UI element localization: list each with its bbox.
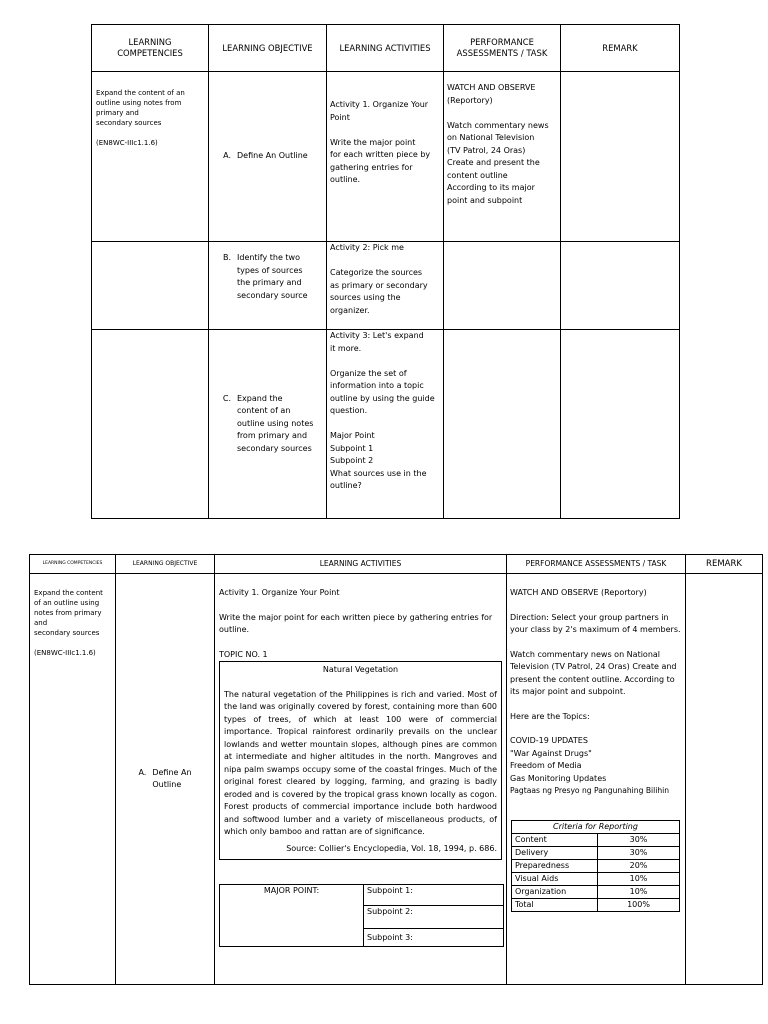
criteria-percent: 100% — [598, 898, 680, 911]
competency-cell — [30, 574, 116, 985]
assessment-cell — [444, 242, 561, 330]
table-row — [512, 898, 680, 911]
criteria-percent: 30% — [598, 833, 680, 846]
topic-label: TOPIC NO. 1 — [219, 649, 268, 659]
objective-text: Identify the two types of sources the primary and secondary source — [237, 253, 308, 300]
table-row — [512, 885, 680, 898]
table-row — [512, 846, 680, 859]
assessment-task: Watch commentary news on National Television (TV Patrol, 24 Oras) Create and present the content outline. According to its major point and subpoint. — [510, 649, 677, 696]
criteria-name: Visual Aids — [512, 872, 598, 885]
remark-cell — [686, 574, 763, 985]
remark-cell — [561, 330, 680, 519]
objective-cell — [209, 242, 327, 330]
header-learning-objective: LEARNING OBJECTIVE — [116, 555, 215, 574]
criteria-title: Criteria for Reporting — [512, 820, 680, 833]
competency-cell — [92, 72, 209, 242]
objective-cell — [209, 330, 327, 519]
list-item: COVID-19 UPDATES — [510, 736, 588, 745]
passage-text: The natural vegetation of the Philippines is rich and varied. Most of the land was originally covered by forest, containing more than 600 types of trees, of which at least 100 were of commercial importance. Tropical rainforest ordinarily prevails on the unclear lowlands and wetter mountain slopes, although pines are common at intermediate and higher altitudes in the north. Mangroves and nipa palm swamps occupy some of the coastal fringes. Much of the original forest cleared by logging, farming, and grazing is badly eroded and is covered by the tropical grass known locally as cogon. Forest products of commercial importance include both hardwood and softwood lumber and a variety of miscellaneous products, of which only bamboo and rattan are of significance. — [224, 689, 497, 836]
passage-box — [219, 661, 502, 860]
criteria-name: Total — [512, 898, 598, 911]
assessment-cell — [444, 72, 561, 242]
major-point-label: MAJOR POINT: — [220, 885, 364, 947]
activity-cell — [327, 72, 444, 242]
topics-intro: Here are the Topics: — [510, 711, 590, 721]
competency-cell — [92, 242, 209, 330]
remark-cell — [561, 242, 680, 330]
remark-cell — [561, 72, 680, 242]
objective-text: Expand the content of an outline using notes from primary and secondary sources — [237, 393, 314, 453]
criteria-name: Organization — [512, 885, 598, 898]
criteria-name: Delivery — [512, 846, 598, 859]
assessment-cell — [444, 330, 561, 519]
lesson-plan-table-summary — [91, 24, 680, 519]
list-item: "War Against Drugs" — [510, 748, 592, 758]
table-row — [512, 872, 680, 885]
major-point-organizer — [219, 884, 504, 947]
passage-source: Source: Collier's Encyclopedia, Vol. 18, 1994, p. 686. — [286, 843, 497, 853]
objective-cell — [209, 72, 327, 242]
assessment-title: WATCH AND OBSERVE (Reportory) — [510, 588, 647, 597]
criteria-table — [511, 820, 680, 912]
assessment-text: WATCH AND OBSERVE (Reportory) Watch commentary news on National Television (TV Patrol, 24 Oras) Create and present the content outline According to its major point and subpoint — [447, 83, 549, 205]
header-learning-objective: LEARNING OBJECTIVE — [209, 25, 327, 72]
assessment-cell — [507, 574, 686, 985]
objective-label: A. — [138, 767, 147, 777]
list-item: Pagtaas ng Presyo ng Pangunahing Bilihin — [510, 786, 670, 795]
table-row — [92, 330, 680, 519]
activity-instruction: Write the major point for each written piece by gathering entries for outline. — [219, 612, 493, 634]
competency-text: Expand the content of an outline using notes from primary and secondary sources — [96, 89, 185, 127]
assessment-direction: Direction: Select your group partners in your class by 2's maximum of 4 members. — [510, 612, 681, 634]
table-row — [92, 72, 680, 242]
list-item: Freedom of Media — [510, 761, 582, 770]
competency-code: (EN8WC-IIIc1.1.6) — [34, 649, 96, 657]
activity-title: Activity 1. Organize Your Point — [219, 588, 340, 597]
activity-text: Activity 1. Organize Your Point Write the major point for each written piece by gathering entries for outline. — [330, 100, 431, 184]
table-header-row — [92, 25, 680, 72]
criteria-percent: 10% — [598, 885, 680, 898]
objective-label: A. — [223, 151, 231, 161]
header-learning-competencies: LEARNING COMPETENCIES — [92, 25, 209, 72]
criteria-percent: 20% — [598, 859, 680, 872]
objective-label: C. — [222, 393, 231, 403]
table-header-row — [30, 555, 763, 574]
header-performance-assessments: PERFORMANCE ASSESSMENTS / TASK — [444, 25, 561, 72]
activity-text: Activity 2: Pick me Categorize the sources as primary or secondary sources using the organizer. — [330, 243, 428, 315]
objective-cell — [116, 574, 215, 985]
criteria-percent: 10% — [598, 872, 680, 885]
competency-cell — [92, 330, 209, 519]
table-row — [30, 574, 763, 985]
header-remark: REMARK — [686, 555, 763, 574]
subpoint-2: Subpoint 2: — [364, 906, 504, 929]
passage-title: Natural Vegetation — [322, 665, 399, 674]
subpoint-3: Subpoint 3: — [364, 929, 504, 947]
header-learning-activities: LEARNING ACTIVITIES — [327, 25, 444, 72]
list-item: Gas Monitoring Updates — [510, 773, 607, 783]
activity-text: Activity 3: Let's expand it more. Organize the set of information into a topic outline by using the guide question. Major Point Subpoint 1 Subpoint 2 What sources use in the outline? — [330, 331, 435, 490]
criteria-name: Preparedness — [512, 859, 598, 872]
header-learning-activities: LEARNING ACTIVITIES — [215, 555, 507, 574]
criteria-percent: 30% — [598, 846, 680, 859]
header-learning-competencies: LEARNING COMPETENCIES — [30, 555, 116, 574]
objective-text: Define An Outline — [237, 151, 308, 161]
competency-text: Expand the content of an outline using notes from primary and secondary sources — [34, 589, 103, 637]
header-performance-assessments: PERFORMANCE ASSESSMENTS / TASK — [507, 555, 686, 574]
activity-cell — [327, 330, 444, 519]
table-row — [512, 833, 680, 846]
table-row — [512, 859, 680, 872]
objective-text: Define An Outline — [152, 767, 192, 789]
lesson-plan-table-detailed — [29, 554, 763, 985]
activity-cell — [215, 574, 507, 985]
table-row — [92, 242, 680, 330]
subpoint-1: Subpoint 1: — [364, 885, 504, 906]
activity-cell — [327, 242, 444, 330]
criteria-name: Content — [512, 833, 598, 846]
topics-list — [507, 735, 685, 798]
competency-code: (EN8WC-IIIc1.1.6) — [96, 139, 158, 147]
header-remark: REMARK — [561, 25, 680, 72]
objective-label: B. — [222, 253, 231, 262]
